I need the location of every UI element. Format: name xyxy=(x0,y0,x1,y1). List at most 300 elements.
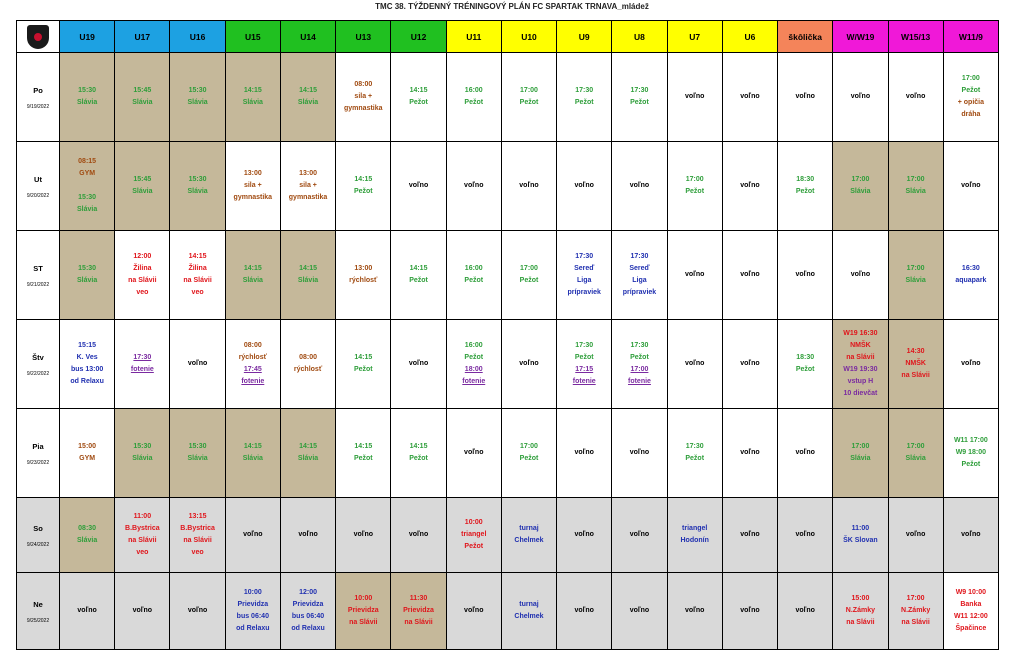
cell-text: Pežot xyxy=(409,99,428,106)
cell-text: Prievidza xyxy=(292,601,324,608)
cell-text: + opičia xyxy=(957,99,984,106)
schedule-cell xyxy=(667,53,722,142)
cell-text: Slávia xyxy=(850,188,871,195)
cell-text: 17:00 xyxy=(906,265,925,272)
cell-text: Slávia xyxy=(187,99,208,106)
schedule-cell xyxy=(60,320,115,409)
cell-text: voľno xyxy=(795,449,815,456)
schedule-cell xyxy=(943,498,998,573)
cell-text: Slávia xyxy=(242,99,263,106)
schedule-cell xyxy=(170,498,225,573)
cell-text: voľno xyxy=(740,449,760,456)
cell-text: Pežot xyxy=(961,87,981,94)
cell-text: fotenie xyxy=(130,366,154,373)
schedule-cell xyxy=(391,573,446,650)
cell-text: voľno xyxy=(132,607,153,614)
day-label-cell xyxy=(17,142,60,231)
cell-text: 12:00 xyxy=(133,253,152,260)
day-row-ut xyxy=(17,142,999,231)
cell-text: voľno xyxy=(408,182,429,189)
cell-text: Pežot xyxy=(464,354,484,361)
schedule-cell xyxy=(280,409,335,498)
cell-text: gymnastika xyxy=(288,194,328,201)
column-header-u13: U13 xyxy=(336,21,391,53)
cell-text: Žilina xyxy=(133,265,152,272)
cell-text: na Slávii xyxy=(349,619,378,626)
cell-text: na Slávii xyxy=(901,372,930,379)
cell-text xyxy=(60,180,114,192)
training-schedule-table xyxy=(16,20,999,650)
cell-text: 14:15 xyxy=(409,265,428,272)
cell-text: voľno xyxy=(961,182,981,189)
cell-text: B.Bystrica xyxy=(125,525,160,532)
column-header-u12: U12 xyxy=(391,21,446,53)
schedule-cell xyxy=(280,498,335,573)
cell-text: 08:00 xyxy=(243,342,262,349)
day-name: Ut xyxy=(34,175,42,184)
schedule-cell xyxy=(612,498,667,573)
schedule-cell xyxy=(833,320,888,409)
schedule-cell xyxy=(115,573,170,650)
cell-text: gymnastika xyxy=(233,194,273,201)
cell-text: 15:30 xyxy=(188,176,207,183)
cell-text: Slávia xyxy=(187,188,208,195)
schedule-cell xyxy=(557,53,612,142)
cell-text: 17:30 xyxy=(630,342,649,349)
cell-text: 17:30 xyxy=(685,443,704,450)
cell-text: Slávia xyxy=(905,277,926,284)
cell-text: 17:30 xyxy=(575,342,594,349)
cell-text: veo xyxy=(136,549,149,556)
cell-text: voľno xyxy=(961,360,981,367)
day-date: 9/25/2022 xyxy=(26,618,50,624)
schedule-cell xyxy=(667,409,722,498)
cell-text: voľno xyxy=(519,360,539,367)
cell-text: sila + xyxy=(243,182,262,189)
column-header--k-li-ka: škôlička xyxy=(778,21,833,53)
schedule-cell xyxy=(667,231,722,320)
column-header-u16: U16 xyxy=(170,21,225,53)
day-name: Ne xyxy=(33,600,43,609)
cell-text: voľno xyxy=(629,607,650,614)
schedule-cell xyxy=(557,498,612,573)
schedule-cell xyxy=(391,142,446,231)
schedule-cell xyxy=(170,142,225,231)
cell-text: N.Zámky xyxy=(901,607,931,614)
cell-text: sila + xyxy=(299,182,317,189)
column-header-w-w19: W/W19 xyxy=(833,21,888,53)
cell-text: rýchlosť xyxy=(238,354,267,361)
day-label-cell xyxy=(17,320,60,409)
day-row-ne xyxy=(17,573,999,650)
cell-text: voľno xyxy=(740,360,760,367)
schedule-cell xyxy=(225,573,280,650)
day-name: Štv xyxy=(32,353,44,362)
schedule-cell xyxy=(722,573,777,650)
cell-text: 17:30 xyxy=(630,253,649,260)
day-label-cell xyxy=(17,498,60,573)
cell-text: vstup H xyxy=(847,378,874,385)
cell-text: Chelmek xyxy=(514,613,544,620)
cell-text: Špačince xyxy=(955,625,987,632)
schedule-cell xyxy=(778,573,833,650)
cell-text: 15:30 xyxy=(133,443,152,450)
schedule-cell xyxy=(888,320,943,409)
cell-text: Pežot xyxy=(464,99,484,106)
cell-text: gymnastika xyxy=(344,105,383,112)
schedule-cell xyxy=(336,498,391,573)
schedule-cell xyxy=(888,53,943,142)
cell-text: voľno xyxy=(795,271,815,278)
cell-text: 17:30 xyxy=(575,87,594,94)
cell-text: 17:15 xyxy=(575,366,594,373)
club-logo-cell xyxy=(17,21,60,53)
schedule-cell xyxy=(446,409,501,498)
cell-text: Sereď xyxy=(629,265,650,272)
schedule-cell xyxy=(170,53,225,142)
cell-text: 15:30 xyxy=(78,87,97,94)
cell-text: Slávia xyxy=(76,537,98,544)
cell-text: voľno xyxy=(740,93,760,100)
schedule-cell xyxy=(722,320,777,409)
cell-text: voľno xyxy=(187,360,208,367)
schedule-cell xyxy=(667,498,722,573)
cell-text: voľno xyxy=(850,271,871,278)
schedule-cell xyxy=(557,573,612,650)
cell-text: 14:15 xyxy=(243,443,262,450)
header-row xyxy=(17,21,999,53)
schedule-cell xyxy=(667,320,722,409)
schedule-cell xyxy=(225,53,280,142)
cell-text: voľno xyxy=(905,93,926,100)
cell-text: Pežot xyxy=(464,277,484,284)
cell-text: 17:30 xyxy=(575,253,594,260)
cell-text: 14:15 xyxy=(299,87,317,94)
cell-text: 17:00 xyxy=(906,595,925,602)
schedule-cell xyxy=(501,573,556,650)
cell-text: K. Ves xyxy=(76,354,98,361)
schedule-cell xyxy=(225,498,280,573)
cell-text: 17:00 xyxy=(906,443,925,450)
schedule-cell xyxy=(336,320,391,409)
cell-text: Prievidza xyxy=(237,601,269,608)
schedule-cell xyxy=(557,231,612,320)
cell-text: Liga xyxy=(577,277,592,284)
day-label-cell xyxy=(17,409,60,498)
cell-text: Slávia xyxy=(76,99,98,106)
schedule-cell xyxy=(833,573,888,650)
schedule-cell xyxy=(280,53,335,142)
cell-text: 10:00 xyxy=(464,519,483,526)
column-header-u9: U9 xyxy=(557,21,612,53)
cell-text: fotenie xyxy=(627,378,651,385)
cell-text: 14:30 xyxy=(906,348,925,355)
cell-text: 17:00 xyxy=(961,75,980,82)
cell-text: od Relaxu xyxy=(236,625,270,632)
cell-text: Slávia xyxy=(76,206,98,213)
cell-text: 16:00 xyxy=(464,342,483,349)
cell-text: W11 12:00 xyxy=(953,613,988,620)
cell-text: voľno xyxy=(187,607,208,614)
cell-text: na Slávii xyxy=(128,277,157,284)
day-date: 9/22/2022 xyxy=(26,371,50,377)
schedule-cell xyxy=(115,409,170,498)
cell-text: prípraviek xyxy=(622,289,657,296)
cell-text: Slávia xyxy=(132,188,153,195)
schedule-cell xyxy=(501,142,556,231)
cell-text: Prievidza xyxy=(347,607,379,614)
cell-text: 14:15 xyxy=(354,354,373,361)
schedule-cell xyxy=(501,231,556,320)
schedule-cell xyxy=(612,142,667,231)
cell-text: na Slávii xyxy=(846,354,875,361)
schedule-cell xyxy=(60,53,115,142)
cell-text: ŠK Slovan xyxy=(843,537,878,544)
cell-text: NMŠK xyxy=(905,360,926,367)
cell-text: bus 06:40 xyxy=(291,613,325,620)
cell-text: 14:15 xyxy=(299,443,317,450)
cell-text: Pežot xyxy=(409,455,428,462)
schedule-cell xyxy=(778,53,833,142)
cell-text: Slávia xyxy=(297,99,319,106)
schedule-cell xyxy=(943,53,998,142)
cell-text: voľno xyxy=(464,182,484,189)
schedule-cell xyxy=(280,320,335,409)
cell-text: voľno xyxy=(740,607,760,614)
cell-text: Slávia xyxy=(905,188,926,195)
day-row-štv xyxy=(17,320,999,409)
schedule-cell xyxy=(888,231,943,320)
cell-text: bus 06:40 xyxy=(236,613,269,620)
schedule-cell xyxy=(280,142,335,231)
cell-text: Banka xyxy=(960,601,982,608)
cell-text: voľno xyxy=(684,607,705,614)
schedule-cell xyxy=(943,573,998,650)
cell-text: aquapark xyxy=(955,277,987,284)
schedule-cell xyxy=(225,409,280,498)
cell-text: W9 18:00 xyxy=(955,449,987,456)
schedule-cell xyxy=(833,498,888,573)
cell-text: Pežot xyxy=(795,366,815,373)
schedule-cell xyxy=(612,573,667,650)
cell-text: Slávia xyxy=(297,455,319,462)
schedule-cell xyxy=(446,498,501,573)
day-name: Po xyxy=(33,86,43,95)
cell-text: turnaj xyxy=(519,601,539,608)
schedule-cell xyxy=(336,231,391,320)
cell-text: voľno xyxy=(795,531,815,538)
cell-text: 14:15 xyxy=(354,443,373,450)
cell-text: prípraviek xyxy=(567,289,601,296)
cell-text: na Slávii xyxy=(183,537,212,544)
cell-text: 18:30 xyxy=(796,176,815,183)
cell-text: 15:45 xyxy=(133,87,152,94)
cell-text: 17:45 xyxy=(243,366,262,373)
cell-text: voľno xyxy=(77,607,97,614)
schedule-cell xyxy=(60,498,115,573)
cell-text: 17:00 xyxy=(520,265,538,272)
cell-text: 13:00 xyxy=(243,170,262,177)
cell-text: 15:30 xyxy=(78,194,97,201)
cell-text: na Slávii xyxy=(901,619,930,626)
schedule-cell xyxy=(943,231,998,320)
cell-text: na Slávii xyxy=(128,537,157,544)
cell-text: voľno xyxy=(629,531,650,538)
cell-text: Hodonín xyxy=(680,537,709,544)
cell-text: 14:15 xyxy=(188,253,207,260)
schedule-cell xyxy=(170,231,225,320)
column-header-u15: U15 xyxy=(225,21,280,53)
cell-text: 17:00 xyxy=(520,87,538,94)
cell-text: voľno xyxy=(464,607,484,614)
cell-text: 18:00 xyxy=(464,366,483,373)
cell-text: 13:15 xyxy=(188,513,207,520)
cell-text: na Slávii xyxy=(846,619,875,626)
cell-text: Sereď xyxy=(574,265,595,272)
cell-text: voľno xyxy=(629,449,650,456)
cell-text: Pežot xyxy=(464,543,484,550)
page-title: TMC 38. TÝŽDENNÝ TRÉNINGOVÝ PLÁN FC SPARTAK TRNAVA_mládež xyxy=(375,2,649,11)
cell-text: 14:15 xyxy=(299,265,317,272)
schedule-cell xyxy=(501,320,556,409)
cell-text: Slávia xyxy=(850,455,871,462)
schedule-cell xyxy=(60,409,115,498)
cell-text: Pežot xyxy=(795,188,815,195)
cell-text: 16:00 xyxy=(464,87,483,94)
cell-text: na Slávii xyxy=(183,277,212,284)
schedule-cell xyxy=(391,231,446,320)
cell-text: voľno xyxy=(353,531,373,538)
cell-text: GYM xyxy=(79,455,96,462)
schedule-cell xyxy=(60,231,115,320)
cell-text: voľno xyxy=(905,531,926,538)
schedule-cell xyxy=(170,573,225,650)
cell-text: 17:00 xyxy=(520,443,538,450)
cell-text: 08:15 xyxy=(78,158,97,165)
cell-text: Slávia xyxy=(242,277,263,284)
schedule-cell xyxy=(833,409,888,498)
cell-text: voľno xyxy=(519,182,539,189)
cell-text: voľno xyxy=(574,531,594,538)
cell-text: na Slávii xyxy=(404,619,433,626)
cell-text: od Relaxu xyxy=(70,378,104,385)
schedule-cell xyxy=(391,498,446,573)
cell-text: voľno xyxy=(629,182,650,189)
cell-text: Pežot xyxy=(353,366,373,373)
cell-text: voľno xyxy=(464,449,484,456)
schedule-cell xyxy=(722,231,777,320)
cell-text: 14:15 xyxy=(409,443,428,450)
cell-text: voľno xyxy=(740,531,760,538)
cell-text: Pežot xyxy=(519,99,539,106)
cell-text: voľno xyxy=(243,531,263,538)
day-row-so xyxy=(17,498,999,573)
day-date: 9/24/2022 xyxy=(26,542,50,548)
cell-text: voľno xyxy=(961,531,981,538)
schedule-cell xyxy=(115,498,170,573)
cell-text: 15:00 xyxy=(78,443,97,450)
cell-text: 10:00 xyxy=(354,595,373,602)
cell-text: Pežot xyxy=(574,354,594,361)
cell-text: Pežot xyxy=(961,461,981,468)
cell-text: triangel xyxy=(682,525,708,532)
column-header-u10: U10 xyxy=(501,21,556,53)
cell-text: Pežot xyxy=(353,455,373,462)
cell-text: voľno xyxy=(795,607,815,614)
schedule-cell xyxy=(778,498,833,573)
schedule-cell xyxy=(612,320,667,409)
cell-text: Slávia xyxy=(187,455,208,462)
column-header-w15-13: W15/13 xyxy=(888,21,943,53)
cell-text: sila + xyxy=(354,93,373,100)
cell-text: Pežot xyxy=(630,99,649,106)
schedule-cell xyxy=(501,409,556,498)
cell-text: GYM xyxy=(79,170,96,177)
cell-text: 11:00 xyxy=(133,513,152,520)
column-header-u17: U17 xyxy=(115,21,170,53)
cell-text: Pežot xyxy=(409,277,428,284)
cell-text: Prievidza xyxy=(403,607,434,614)
cell-text: Chelmek xyxy=(514,537,544,544)
cell-text: Pežot xyxy=(630,354,649,361)
column-header-u11: U11 xyxy=(446,21,501,53)
cell-text: 11:00 xyxy=(851,525,870,532)
cell-text: voľno xyxy=(408,531,429,538)
schedule-cell xyxy=(115,231,170,320)
cell-text: 14:15 xyxy=(243,265,262,272)
cell-text: 14:15 xyxy=(243,87,262,94)
cell-text: voľno xyxy=(574,607,594,614)
cell-text: Pežot xyxy=(353,188,373,195)
day-label-cell xyxy=(17,573,60,650)
cell-text: 10 dievčat xyxy=(843,390,878,397)
cell-text: 14:15 xyxy=(354,176,373,183)
day-row-st xyxy=(17,231,999,320)
day-name: ST xyxy=(33,264,43,273)
schedule-cell xyxy=(778,231,833,320)
schedule-cell xyxy=(391,320,446,409)
schedule-cell xyxy=(557,320,612,409)
cell-text: voľno xyxy=(408,360,429,367)
cell-text: 18:30 xyxy=(796,354,815,361)
cell-text: Pežot xyxy=(685,188,705,195)
cell-text: 15:30 xyxy=(188,443,207,450)
day-name: So xyxy=(33,524,43,533)
schedule-cell xyxy=(391,53,446,142)
cell-text: 17:00 xyxy=(906,176,925,183)
cell-text: Pežot xyxy=(519,455,539,462)
schedule-cell xyxy=(888,142,943,231)
column-header-u19: U19 xyxy=(60,21,115,53)
column-header-u14: U14 xyxy=(280,21,335,53)
cell-text: 16:30 xyxy=(961,265,980,272)
day-date: 9/21/2022 xyxy=(26,282,50,288)
cell-text: N.Zámky xyxy=(845,607,875,614)
day-row-po xyxy=(17,53,999,142)
day-date: 9/19/2022 xyxy=(26,104,50,110)
cell-text: voľno xyxy=(298,531,318,538)
schedule-cell xyxy=(115,53,170,142)
cell-text: W11 17:00 xyxy=(953,437,988,444)
schedule-cell xyxy=(501,498,556,573)
schedule-cell xyxy=(501,53,556,142)
schedule-cell xyxy=(280,231,335,320)
cell-text: voľno xyxy=(684,93,705,100)
schedule-body xyxy=(17,53,999,650)
cell-text: 17:30 xyxy=(133,354,152,361)
cell-text: B.Bystrica xyxy=(180,525,215,532)
cell-text: Slávia xyxy=(905,455,926,462)
